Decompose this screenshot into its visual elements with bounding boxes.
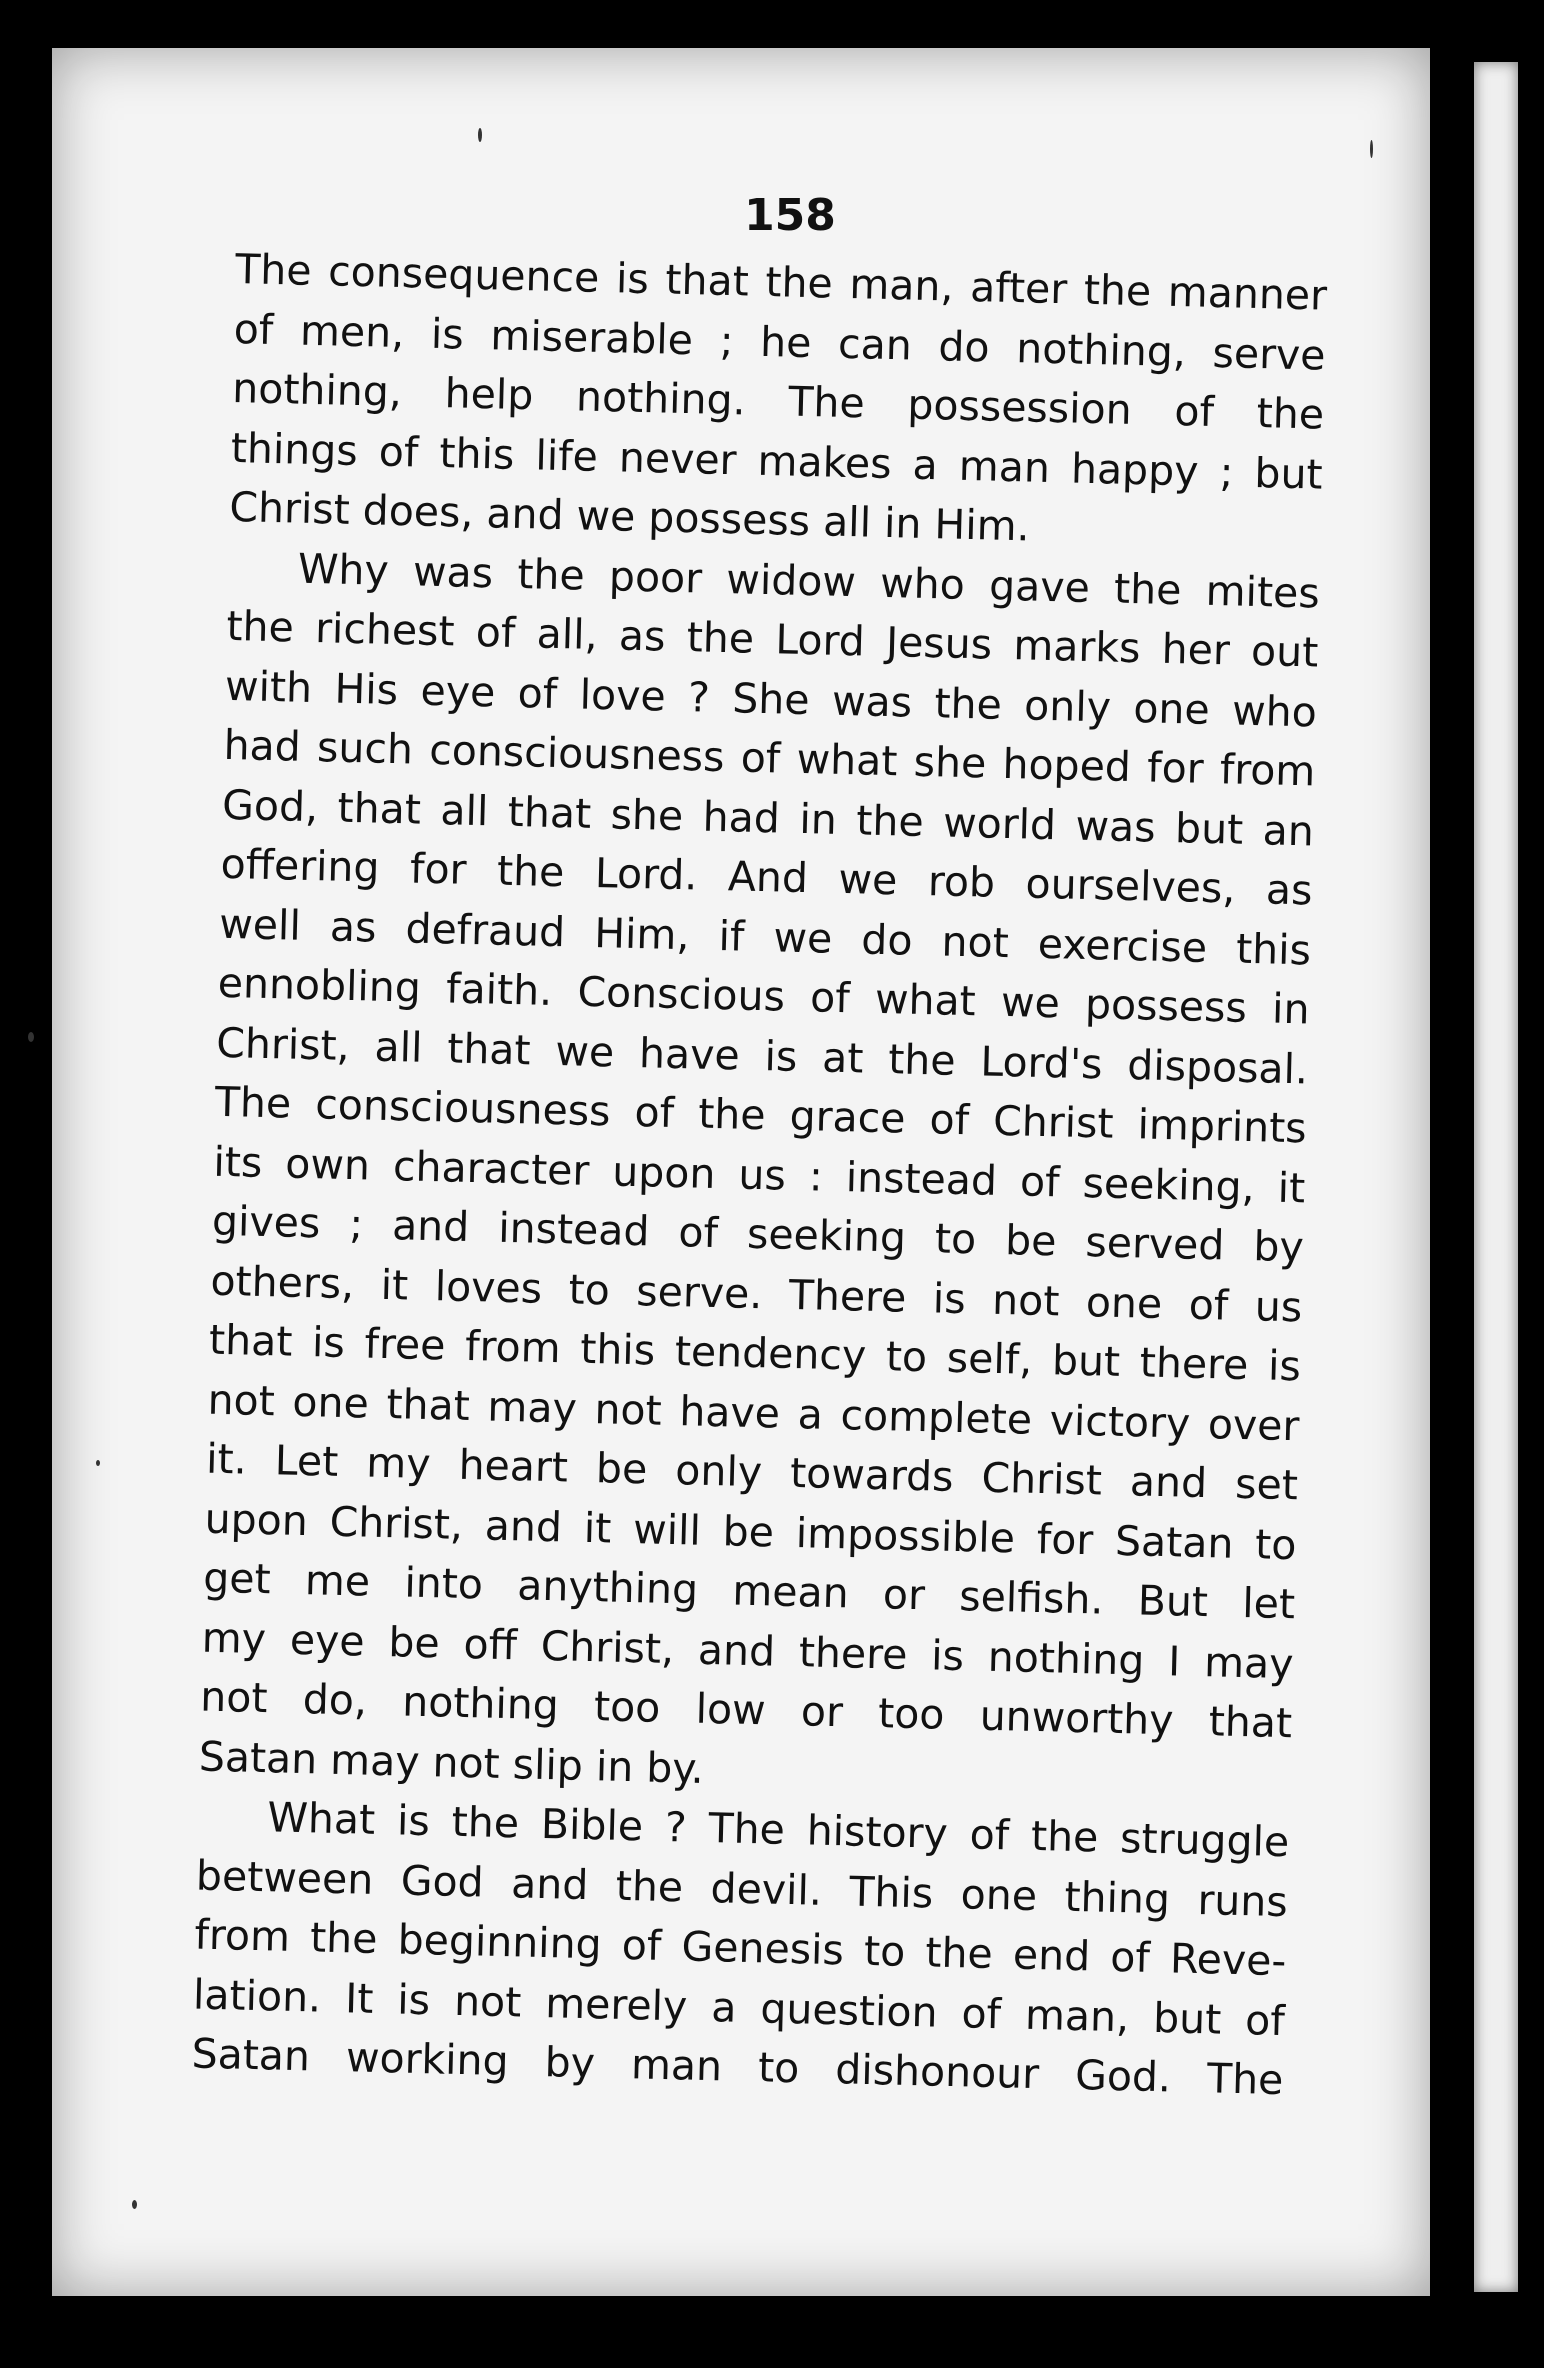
scan-speck — [96, 1460, 100, 1466]
text-line: nothing, help nothing. The possession of the — [231, 363, 1325, 439]
text-line: ennobling faith. Conscious of what we possess in — [217, 958, 1311, 1034]
text-line: What is the Bible ? The history of the struggle — [266, 1793, 1290, 1867]
text-line: of men, is miserable ; he can do nothing, serve — [233, 304, 1327, 380]
text-line: well as defraud Him, if we do not exercise this — [218, 899, 1312, 974]
body-text — [191, 240, 1328, 2111]
text-line: my eye be off Christ, and there is nothing I may — [201, 1613, 1295, 1688]
scan-speck — [1370, 140, 1373, 158]
text-line: not do, nothing too low or too unworthy that — [199, 1672, 1293, 1748]
text-line: upon Christ, and it will be impossible for Satan to — [204, 1494, 1298, 1569]
text-line: the richest of all, as the Lord Jesus marks her out — [225, 601, 1319, 677]
text-line: its own character upon us : instead of seeking, it — [212, 1137, 1306, 1212]
text-line: Satan may not slip in by. — [198, 1732, 705, 1793]
text-line: Christ, all that we have is at the Lord's disposal. — [215, 1018, 1309, 1093]
text-line: lation. It is not merely a question of man, but of — [192, 1969, 1286, 2045]
text-line: with His eye of love ? She was the only one who — [224, 661, 1318, 737]
text-line: Christ does, and we possess all in Him. — [228, 482, 1031, 551]
text-line: Why was the poor widow who gave the mites — [297, 544, 1321, 618]
text-line: offering for the Lord. And we rob ourselves, as — [220, 839, 1314, 915]
text-line: from the beginning of Genesis to the end of Reve- — [194, 1910, 1287, 1986]
text-line: had such consciousness of what she hoped for from — [223, 720, 1316, 796]
text-line: Satan working by man to dishonour God. The — [191, 2029, 1284, 2105]
text-line: The consequence is that the man, after the manner — [234, 244, 1328, 320]
text-line: between God and the devil. This one thing runs — [195, 1851, 1289, 1926]
adjacent-page-edge — [1474, 62, 1518, 2292]
text-line: not one that may not have a complete victory over — [207, 1375, 1300, 1450]
scan-speck — [478, 128, 482, 142]
text-line: God, that all that she had in the world was but an — [221, 780, 1315, 856]
text-line: others, it loves to serve. There is not one of us — [209, 1256, 1303, 1331]
page-number: 158 — [744, 190, 836, 241]
text-line: The consciousness of the grace of Christ imprints — [214, 1077, 1308, 1153]
scan-speck — [28, 1032, 34, 1042]
text-line: gives ; and instead of seeking to be served by — [211, 1196, 1305, 1272]
text-line: things of this life never makes a man happy ; but — [230, 423, 1324, 499]
text-line: that is free from this tendency to self, but there is — [208, 1315, 1302, 1391]
text-line: it. Let my heart be only towards Christ and set — [205, 1434, 1299, 1510]
scan-speck — [132, 2200, 137, 2209]
text-line: get me into anything mean or selfish. But let — [202, 1553, 1296, 1629]
